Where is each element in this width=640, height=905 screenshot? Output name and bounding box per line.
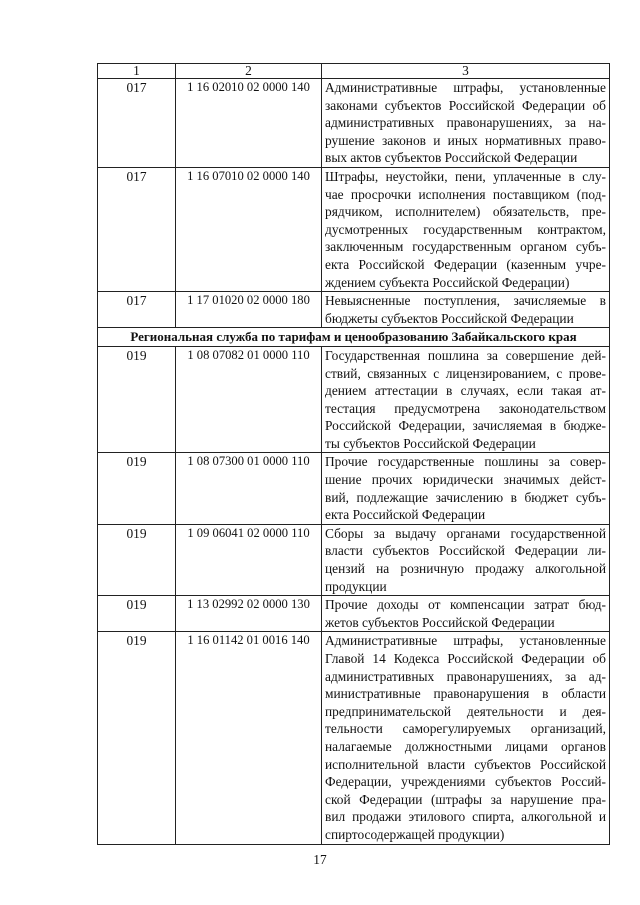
description-line: тельности саморегулируемых организаций,	[325, 721, 606, 737]
revenue-description-cell	[322, 292, 610, 328]
budget-classification-code-cell: 1 16 02010 02 0000 140	[176, 79, 322, 168]
description-line: Административные штрафы, установленные	[325, 633, 606, 649]
description-line: бюджеты субъектов Российской Федерации	[325, 310, 574, 326]
revenue-description-cell	[322, 453, 610, 524]
description-line: Прочие доходы от компенсации затрат бюд-	[325, 597, 606, 613]
description-line: рушение законов и иных нормативных право-	[325, 132, 606, 148]
description-line: продукции	[325, 578, 387, 594]
column-header-3: 3	[322, 64, 610, 79]
revenue-description-cell	[322, 79, 610, 168]
description-line: Сборы за выдачу органами государственной	[325, 525, 606, 541]
revenue-description-cell	[322, 346, 610, 453]
budget-classification-code-cell: 1 16 01142 01 0016 140	[176, 632, 322, 844]
description-line: налагаемые должностными лицами органов	[325, 738, 606, 754]
revenue-description-cell	[322, 632, 610, 844]
table-row	[98, 596, 610, 632]
description-line: административных правонарушениях, за на-	[325, 115, 606, 131]
table-row	[98, 167, 610, 291]
budget-classification-code-cell: 1 17 01020 02 0000 180	[176, 292, 322, 328]
table-row	[98, 453, 610, 524]
column-header-1: 1	[98, 64, 176, 79]
administrator-code-cell: 019	[98, 524, 176, 595]
description-line: Государственная пошлина за совершение дей-	[325, 347, 606, 363]
description-line: ты субъектов Российской Федерации	[325, 435, 536, 451]
table-row	[98, 632, 610, 844]
table-row	[98, 524, 610, 595]
description-line: Прочие государственные пошлины за совер-	[325, 454, 606, 470]
revenue-description-cell	[322, 167, 610, 291]
section-header-row	[98, 328, 610, 347]
budget-classification-code-cell: 1 08 07300 01 0000 110	[176, 453, 322, 524]
description-line: законами субъектов Российской Федерации об	[325, 97, 606, 113]
budget-classification-code-cell: 1 09 06041 02 0000 110	[176, 524, 322, 595]
budget-classification-code-cell: 1 13 02992 02 0000 130	[176, 596, 322, 632]
budget-classification-code-cell: 1 08 07082 01 0000 110	[176, 346, 322, 453]
revenue-description-cell	[322, 524, 610, 595]
administrator-code-cell: 019	[98, 632, 176, 844]
description-line: рядчиком, исполнителем) обязательств, пре-	[325, 204, 606, 220]
description-line: вых актов субъектов Российской Федерации	[325, 150, 578, 166]
administrator-code-cell: 019	[98, 453, 176, 524]
description-line: Штрафы, неустойки, пени, уплаченные в слу-	[325, 168, 606, 184]
administrator-code-cell: 019	[98, 346, 176, 453]
administrator-code-cell: 019	[98, 596, 176, 632]
administrator-code-cell: 017	[98, 292, 176, 328]
table-body	[98, 79, 610, 845]
description-line: ствий, связанных с лицензированием, с прове-	[325, 365, 606, 381]
table-row	[98, 346, 610, 453]
description-line: дением аттестации в случаях, если такая ат-	[325, 383, 606, 399]
description-line: исполнительной власти субъектов Российской	[325, 756, 606, 772]
administrator-code-cell: 017	[98, 79, 176, 168]
description-line: Невыясненные поступления, зачисляемые в	[325, 293, 606, 309]
description-line: шение прочих юридически значимых дейст-	[325, 472, 606, 488]
description-line: ской Федерации (штрафы за нарушение пра-	[325, 791, 606, 807]
description-line: министративные правонарушения в области	[325, 686, 606, 702]
table-header-row	[98, 64, 610, 79]
description-line: спиртосодержащей продукции)	[325, 826, 505, 842]
administrator-code-cell: 017	[98, 167, 176, 291]
description-line: цензий на розничную продажу алкогольной	[325, 561, 606, 577]
description-line: Административные штрафы, установленные	[325, 80, 606, 95]
description-line: власти субъектов Российской Федерации ли-	[325, 543, 606, 559]
description-line: екта Российской Федерации	[325, 507, 486, 523]
description-line: Главой 14 Кодекса Российской Федерации об	[325, 651, 606, 666]
section-title: Региональная служба по тарифам и ценообразованию Забайкальского края	[98, 328, 610, 347]
description-line: тестация предусмотрена законодательством	[325, 400, 606, 416]
description-line: Федерации, учреждениями субъектов Россий-	[325, 774, 606, 790]
column-header-2: 2	[176, 64, 322, 79]
revenue-description-cell	[322, 596, 610, 632]
description-line: екта Российской Федерации (казенным учре-	[325, 256, 606, 272]
description-line: ждением субъекта Российской Федерации)	[325, 274, 570, 290]
revenue-codes-table	[97, 63, 610, 845]
description-line: предпринимательской деятельности и дея-	[325, 703, 606, 719]
description-line: дусмотренных государственным контрактом,	[325, 221, 606, 237]
table-row	[98, 292, 610, 328]
description-line: чае просрочки исполнения поставщиком (под-	[325, 186, 606, 202]
table-row	[98, 79, 610, 168]
budget-classification-code-cell: 1 16 07010 02 0000 140	[176, 167, 322, 291]
description-line: вий, подлежащие зачислению в бюджет субъ-	[325, 489, 606, 505]
description-line: жетов субъектов Российской Федерации	[325, 614, 555, 630]
description-line: вил продажи этилового спирта, алкогольной и	[325, 809, 606, 825]
page-number: 17	[313, 852, 327, 867]
description-line: Российской Федерации, зачисляемая в бюдже-	[325, 418, 606, 434]
description-line: административных правонарушениях, за ад-	[325, 668, 606, 684]
description-line: заключенным государственным органом субъ-	[325, 239, 606, 255]
